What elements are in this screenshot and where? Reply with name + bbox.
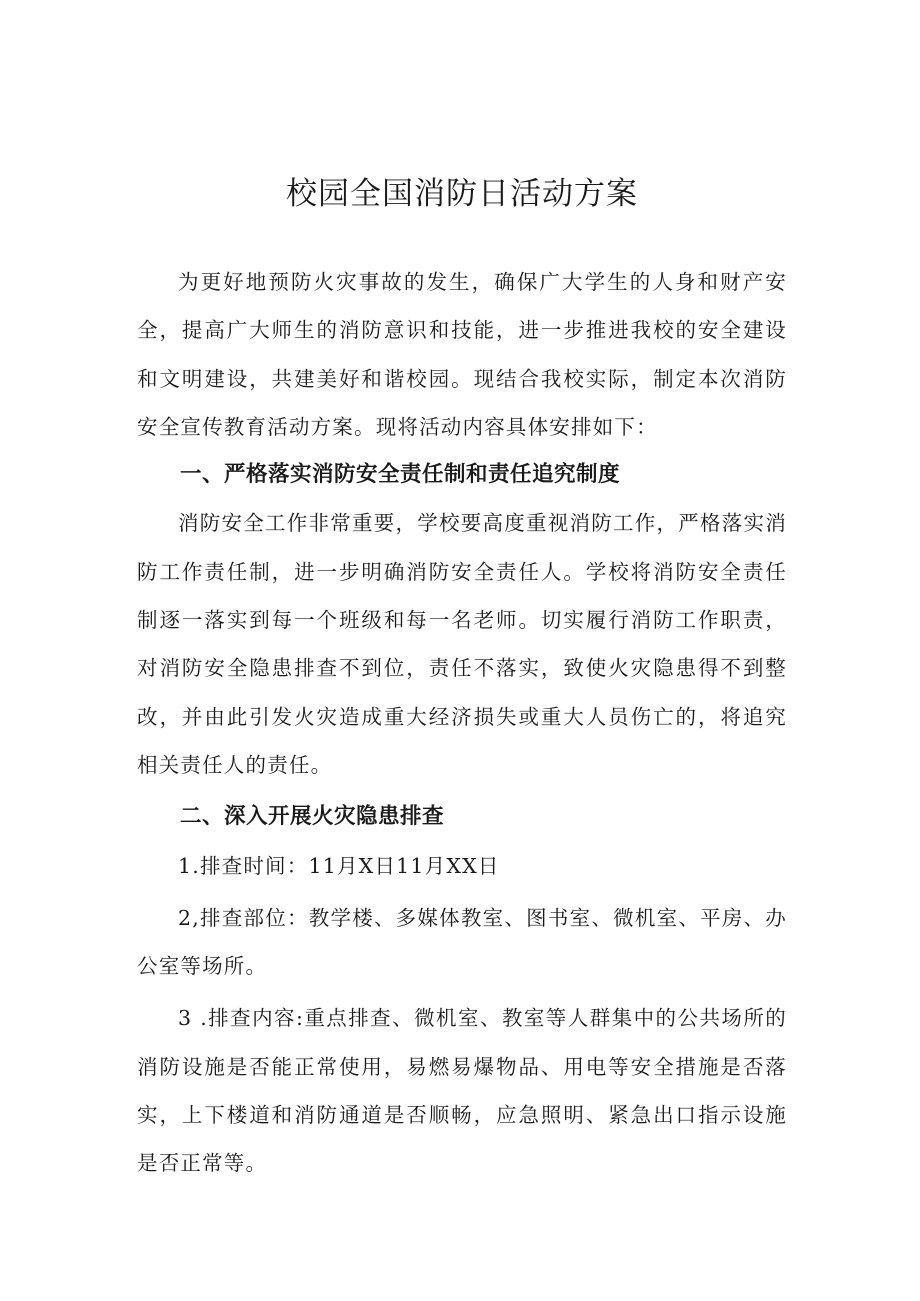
intro-paragraph: 为更好地预防火灾事故的发生，确保广大学生的人身和财产安全，提高广大师生的消防意识和技能，进一步推进我校的安全建设和文明建设，共建美好和谐校园。现结合我校实际，制定本次消防安全宣传教育活动方案。现将活动内容具体安排如下： — [137, 270, 787, 439]
document-body — [137, 258, 787, 1188]
section-2-item-2: 2,排查部位：教学楼、多媒体教室、图书室、微机室、平房、办公室等场所。 — [137, 905, 787, 979]
section-2-heading: 二、深入开展火灾隐患排查 — [180, 804, 445, 830]
section-2-item-3: 3 .排查内容:重点排查、微机室、教室等人群集中的公共场所的消防设施是否能正常使用，易燃易爆物品、用电等安全措施是否落实，上下楼道和消防通道是否顺畅，应急照明、紧急出口指示设施是否正常等。 — [137, 1006, 787, 1176]
document-title: 校园全国消防日活动方案 — [286, 176, 638, 212]
section-1-paragraph: 消防安全工作非常重要，学校要高度重视消防工作，严格落实消防工作责任制，进一步明确消防安全责任人。学校将消防安全责任制逐一落实到每一个班级和每一名老师。切实履行消防工作职责，对消防安全隐患排查不到位，责任不落实，致使火灾隐患得不到整改，并由此引发火灾造成重大经济损失或重大人员伤亡的，将追究相关责任人的责任。 — [137, 511, 787, 777]
section-1-heading: 一、严格落实消防安全责任制和责任追究制度 — [180, 462, 621, 488]
section-2-item-1: 1.排查时间：11月X日11月XX日 — [178, 853, 500, 878]
